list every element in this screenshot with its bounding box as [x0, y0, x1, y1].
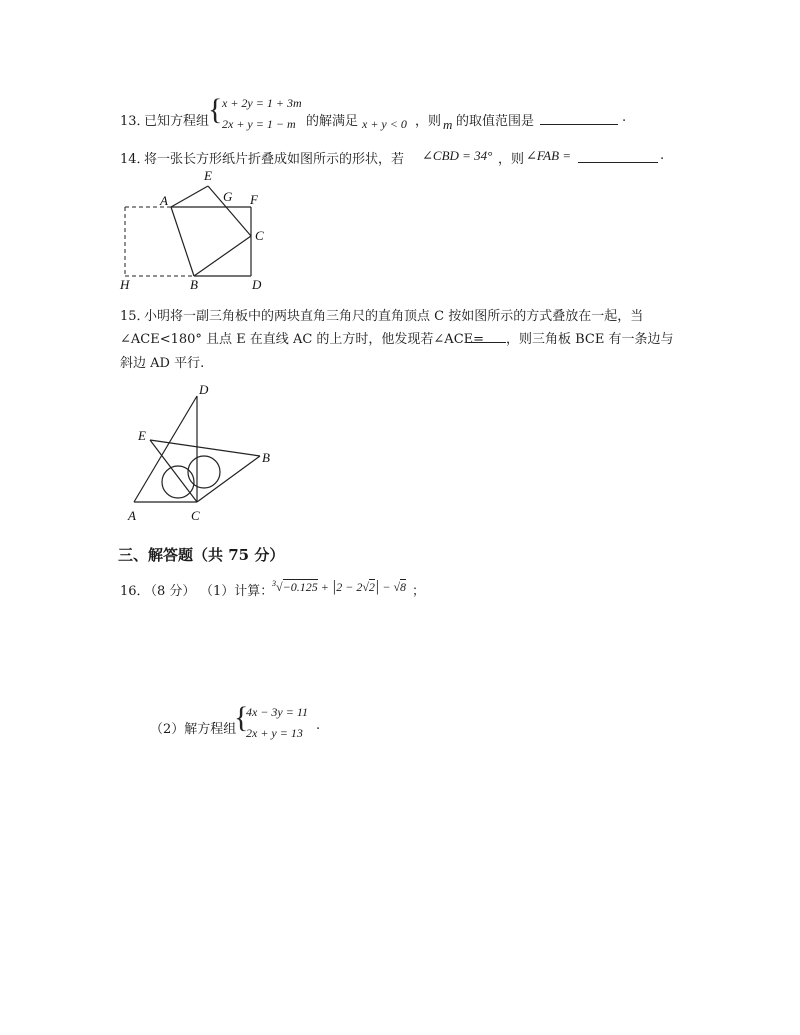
q16-plus: +: [320, 580, 329, 594]
q16-radical1: √: [276, 580, 283, 594]
section3-title: 三、解答题（共 75 分）: [118, 546, 285, 564]
q15-label-D: D: [199, 382, 209, 397]
q13-var-m: m: [443, 117, 453, 132]
q13-brace: {: [208, 93, 223, 126]
q14-number: 14．: [120, 152, 150, 167]
q15-circle-right: [188, 456, 220, 488]
q14-end: .: [660, 148, 665, 163]
q15-number: 15．: [120, 309, 150, 324]
q16-end: .: [316, 718, 321, 733]
q14-label-D: D: [252, 277, 262, 292]
q14-given: ∠CBD = 34°: [422, 148, 493, 163]
q16-number: 16．: [120, 584, 150, 599]
q16-abs-inner-a: 2 − 2: [336, 580, 363, 594]
q14-seg-AE: [171, 186, 208, 207]
q15-label-A: A: [128, 508, 136, 523]
q16-part2-label: （2）解方程组: [150, 722, 237, 737]
q13-number: 13．: [120, 114, 150, 129]
q14-figure: [110, 168, 280, 293]
q13-eq1: x + 2y = 1 + 3m: [222, 96, 302, 110]
q16-radical3: √: [393, 580, 401, 594]
q13-eq2: 2x + y = 1 − m: [222, 117, 296, 131]
q14-ask: ∠FAB =: [526, 148, 572, 163]
q16-expression: [272, 578, 406, 596]
q13-end: .: [622, 110, 627, 125]
q15-circle-left: [162, 466, 194, 498]
q16-radical2: √: [362, 580, 369, 594]
q16-eq2: 2x + y = 13: [246, 726, 303, 740]
q16-minus: −: [382, 580, 391, 594]
q15-line1: 小明将一副三角板中的两块直角三角尺的直角顶点 C 按如图所示的方式叠放在一起，当: [144, 309, 644, 324]
q14-answer-blank[interactable]: [578, 148, 658, 167]
q15-figure: [122, 382, 282, 524]
q15-seg-CB: [197, 456, 260, 502]
q16-abs-close: |: [374, 578, 380, 595]
q15-label-B: B: [262, 450, 270, 465]
q16-brace: {: [234, 701, 249, 734]
q13-condition: x + y < 0: [362, 117, 407, 131]
q16-abs-open: |: [331, 578, 337, 595]
q13-lead: 已知方程组: [144, 114, 210, 129]
q14-label-G: G: [223, 189, 233, 204]
q14-label-C: C: [255, 228, 264, 243]
q14-label-F: F: [250, 192, 258, 207]
q14-seg-BC: [194, 236, 251, 276]
q13-answer-blank[interactable]: [540, 110, 618, 129]
q16-part1-label: （1）计算：: [200, 584, 274, 599]
q15-line2a: ∠ACE<180° 且点 E 在直线 AC 的上方时，他发现若∠ACE=: [120, 332, 485, 347]
q14-then: ，则: [498, 152, 525, 167]
q14-label-E: E: [204, 168, 212, 183]
q15-line2b: ，则三角板 BCE 有一条边与: [506, 332, 674, 347]
q13-mid: 的解满足: [306, 114, 359, 129]
q16-radicand3: 8: [400, 580, 407, 594]
q13-tail: 的取值范围是: [456, 114, 535, 129]
q16-eq1: 4x − 3y = 11: [246, 705, 308, 719]
q14-label-A: A: [160, 193, 168, 208]
q16-semicolon: ；: [412, 584, 426, 599]
q14-label-H: H: [120, 277, 130, 292]
q15-seg-AD: [134, 396, 197, 502]
q16-radicand1: −0.125: [282, 580, 318, 594]
q15-line3: 斜边 AD 平行.: [120, 356, 205, 371]
q16-root-index: 3: [272, 579, 276, 588]
q16-abs-inner-root: 2: [368, 580, 375, 594]
q15-label-C: C: [191, 508, 200, 523]
q15-answer-blank[interactable]: [466, 328, 506, 347]
q14-text: 将一张长方形纸片折叠成如图所示的形状，若: [144, 152, 405, 167]
q13-comma: ，则: [415, 114, 442, 129]
q15-label-E: E: [138, 428, 146, 443]
q14-seg-AB: [171, 207, 194, 276]
q16-score: （8 分）: [144, 584, 196, 599]
q14-label-B: B: [190, 277, 198, 292]
